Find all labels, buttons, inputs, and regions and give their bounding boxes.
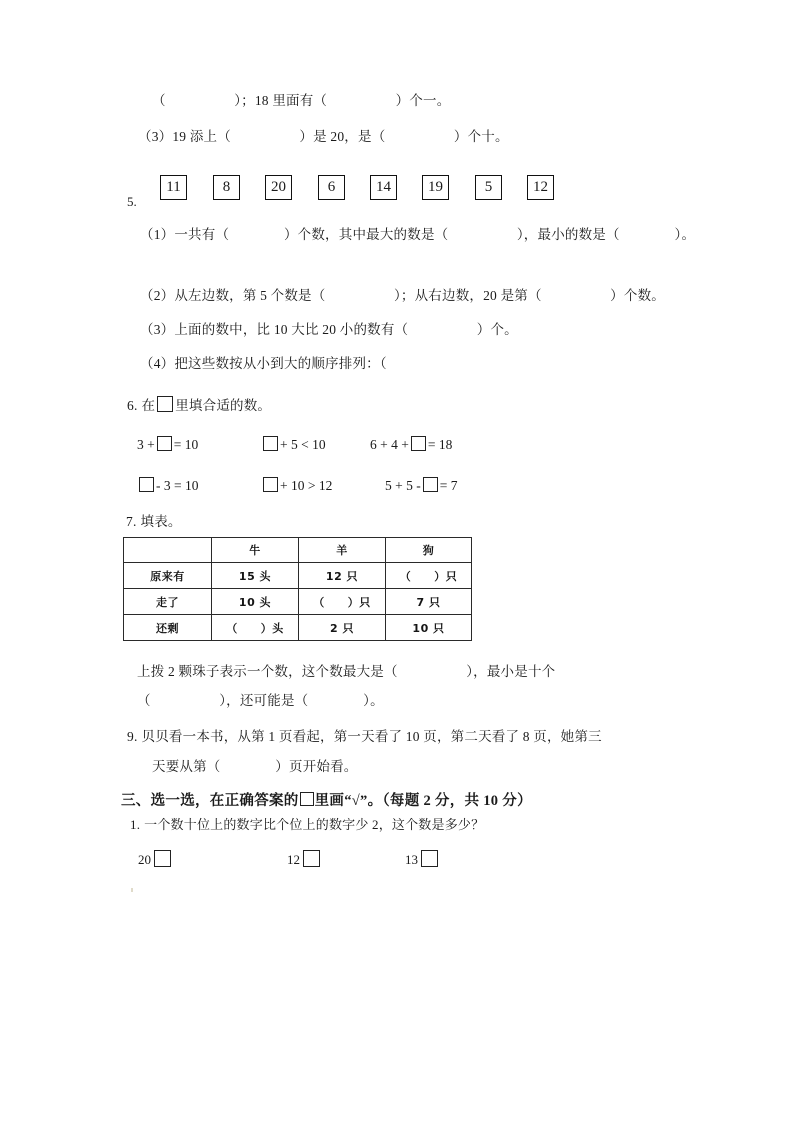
table-header-cell: 羊 — [299, 538, 386, 563]
q9-line-1 — [127, 730, 602, 744]
choice-option-c[interactable] — [405, 850, 440, 868]
answer-box-icon — [139, 477, 154, 492]
table-header-cell: 狗 — [386, 538, 472, 563]
equation — [261, 436, 326, 453]
q5-sub-4: （4）把这些数按从小到大的顺序排列：（ — [140, 356, 387, 371]
q4-line-3: （3）19 添上（ ）是 20，是（ ）个十。 — [138, 129, 509, 144]
answer-box-icon — [157, 436, 172, 451]
equation — [137, 436, 198, 453]
equation-right: - 3 = 10 — [156, 478, 199, 493]
table-cell: 7 只 — [386, 589, 472, 615]
section-3-q1 — [130, 818, 484, 831]
section-3-label-after: 里画“√”。（每题 2 分，共 10 分） — [314, 793, 532, 809]
equation-left: 5 + 5 - — [385, 478, 421, 493]
q5-number: 5. — [127, 194, 137, 209]
section-3-heading — [121, 789, 532, 810]
choice-c-label: 13 — [405, 852, 418, 867]
table-header-cell — [124, 538, 212, 563]
number-card: 14 — [370, 175, 397, 200]
q5-sub-2: （2）从左边数，第 5 个数是（ ）；从右边数，20 是第（ ）个数。 — [140, 288, 665, 303]
q7-prompt-text: 填表。 — [140, 514, 182, 529]
answer-box-icon — [300, 792, 314, 806]
equation-left: 6 + 4 + — [370, 437, 409, 452]
checkbox-icon[interactable] — [421, 850, 438, 867]
equation-right: + 5 < 10 — [280, 437, 326, 452]
table-cell: （ ）只 — [299, 589, 386, 615]
choice-b-label: 12 — [287, 852, 300, 867]
answer-box-icon — [263, 436, 278, 451]
table-cell: 10 头 — [212, 589, 299, 615]
equation-right: = 10 — [173, 437, 199, 452]
fill-in-table — [123, 537, 472, 641]
answer-box-icon — [411, 436, 426, 451]
table-row-label: 还剩 — [124, 615, 212, 641]
q6-prompt-after: 里填合适的数。 — [175, 398, 272, 413]
equation-right: + 10 > 12 — [280, 478, 333, 493]
number-card: 5 — [475, 175, 502, 200]
number-card: 8 — [213, 175, 240, 200]
answer-box-icon — [423, 477, 438, 492]
number-card: 19 — [422, 175, 449, 200]
table-row — [124, 615, 472, 641]
table-cell: 10 只 — [386, 615, 472, 641]
choice-option-a[interactable] — [138, 850, 173, 868]
q6-prompt — [127, 396, 271, 413]
q5-sub-3: （3）上面的数中，比 10 大比 20 小的数有（ ）个。 — [140, 322, 518, 337]
q7-number: 7. — [126, 514, 137, 529]
table-row-label: 原来有 — [124, 563, 212, 589]
equation-left: 3 + — [137, 437, 155, 452]
choice-a-label: 20 — [138, 852, 151, 867]
section-3-label-before: 三、选一选，在正确答案的 — [121, 793, 299, 809]
checkbox-icon[interactable] — [154, 850, 171, 867]
equation-right: = 18 — [427, 437, 453, 452]
q9-text-1: 贝贝看一本书，从第 1 页看起，第一天看了 10 页，第二天看了 8 页，她第三 — [141, 729, 602, 744]
answer-box-icon — [263, 477, 278, 492]
checkbox-icon[interactable] — [303, 850, 320, 867]
table-cell: 12 只 — [299, 563, 386, 589]
section-3-q1-text: 一个数十位上的数字比个位上的数字少 2，这个数是多少？ — [144, 817, 485, 832]
q8-line-1: 上拨 2 颗珠子表示一个数，这个数最大是（ ），最小是十个 — [137, 664, 556, 679]
q8-line-2: （ ），还可能是（ ）。 — [137, 693, 384, 708]
table-row-label: 走了 — [124, 589, 212, 615]
answer-box-icon — [157, 396, 173, 412]
q6-number: 6. — [127, 398, 138, 413]
number-card: 6 — [318, 175, 345, 200]
q5-sub-1: （1）一共有（ ）个数，其中最大的数是（ ），最小的数是（ ）。 — [140, 227, 696, 242]
number-card: 11 — [160, 175, 187, 200]
equation-right: = 7 — [439, 478, 458, 493]
table-row — [124, 563, 472, 589]
number-card: 20 — [265, 175, 292, 200]
number-card: 12 — [527, 175, 554, 200]
q7-prompt — [126, 515, 182, 529]
table-cell: 2 只 — [299, 615, 386, 641]
q4-line-1: （ ）；18 里面有（ ）个一。 — [152, 93, 451, 108]
choice-option-b[interactable] — [287, 850, 322, 868]
equation — [370, 436, 452, 453]
q9-number: 9. — [127, 729, 138, 744]
section-3-q1-number: 1. — [130, 817, 141, 832]
table-header-row — [124, 538, 472, 563]
table-cell: （ ）只 — [386, 563, 472, 589]
equation — [261, 477, 332, 494]
q9-line-2: 天要从第（ ）页开始看。 — [152, 759, 358, 774]
table-cell: （ ）头 — [212, 615, 299, 641]
equation — [385, 477, 457, 494]
equation — [137, 477, 198, 494]
table-cell: 15 头 — [212, 563, 299, 589]
table-header-cell: 牛 — [212, 538, 299, 563]
q6-prompt-before: 在 — [141, 398, 156, 413]
paper-speck — [131, 888, 133, 892]
table-row — [124, 589, 472, 615]
